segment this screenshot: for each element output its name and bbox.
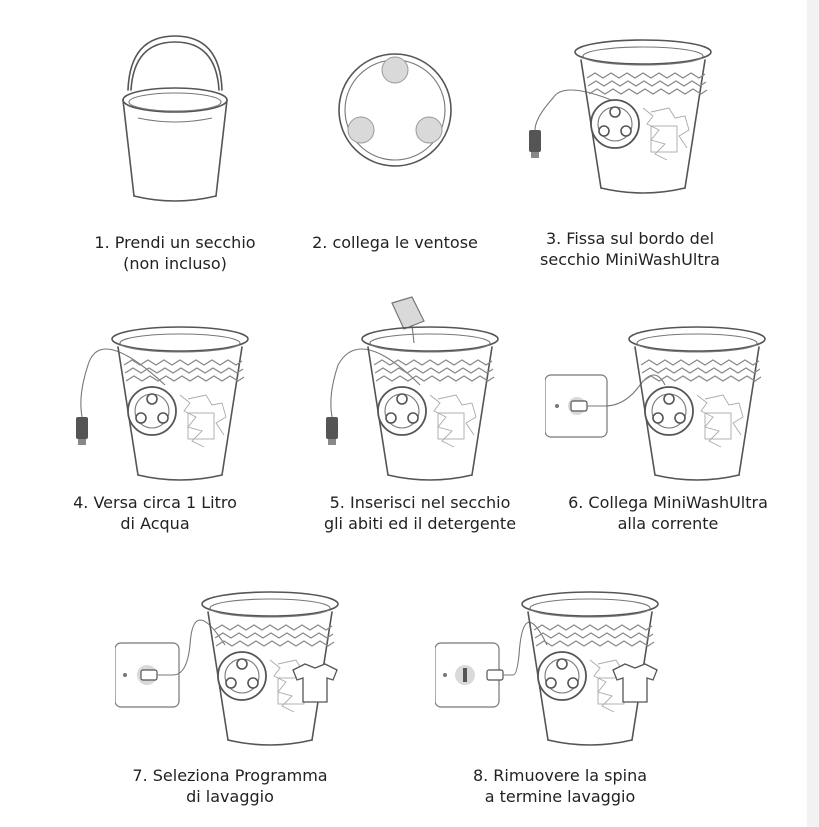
step-8-caption: 8. Rimuovere la spina a termine lavaggio [472,766,648,806]
bucket-detergent-icon [320,295,520,485]
bucket-water-icon [70,325,270,485]
bucket-with-washer-icon [525,38,725,198]
right-edge-strip [807,0,819,827]
step-5-caption: 5. Inserisci nel secchio gli abiti ed il detergente [323,493,517,533]
step-1-caption: 1. Prendi un secchio (non incluso) [94,233,256,273]
step-2-caption: 2. collega le ventose [312,233,478,252]
step-3-caption: 3. Fissa sul bordo del secchio MiniWashUltra [540,229,720,269]
bucket-unplug-icon [435,585,675,755]
bucket-plugged-icon [545,325,775,485]
step-7-caption: 7. Seleziona Programma di lavaggio [132,766,328,806]
step-6-caption: 6. Collega MiniWashUltra alla corrente [568,493,768,533]
step-4-caption: 4. Versa circa 1 Litro di Acqua [73,493,237,533]
bucket-program-icon [115,585,355,755]
suction-cups-icon [335,50,455,170]
bucket-icon [110,28,240,208]
